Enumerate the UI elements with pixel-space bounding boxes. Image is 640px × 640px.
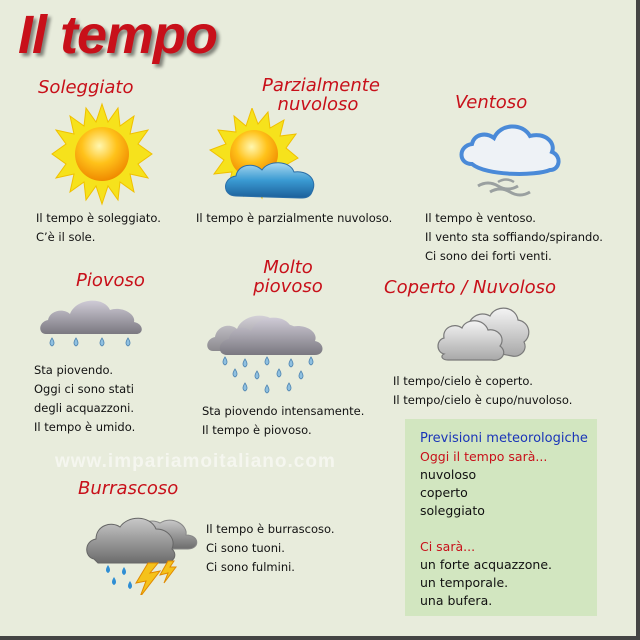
heading-ventoso: Ventoso [455,92,528,113]
forecast-title: Previsioni meteorologiche [420,431,588,446]
text-piovoso: Sta piovendo. Oggi ci sono stati degli acquazzoni. Il tempo è umido. [34,363,136,434]
sun-cloud-icon [208,108,328,208]
text-burrascoso: Il tempo è burrascoso. Ci sono tuoni. Ci sono fulmini. [206,522,335,574]
forecast-box [405,419,597,616]
forecast-event-item: un temporale. [420,575,509,590]
watermark: www.impariamoitaliano.com [55,451,336,472]
forecast-today-item: coperto [420,485,468,500]
text-soleggiato: Il tempo è soleggiato. C’è il sole. [36,211,161,244]
page-title: Il tempo [18,5,218,65]
storm-icon [84,505,200,595]
text-coperto-nuvoloso: Il tempo/cielo è coperto. Il tempo/cielo è cupo/nuvoloso. [393,374,573,407]
sun-icon [50,102,154,206]
wind-cloud-icon [456,120,566,200]
rain-cloud-icon [38,294,148,350]
heavy-rain-icon [205,305,327,397]
heading-burrascoso: Burrascoso [78,478,179,499]
heading-molto-piovoso: Molto piovoso [253,257,323,297]
forecast-event-item: un forte acquazzone. [420,557,552,572]
forecast-text [420,430,588,610]
overcast-icon [436,300,532,366]
text-molto-piovoso: Sta piovendo intensamente. Il tempo è piovoso. [202,404,365,437]
heading-coperto-nuvoloso: Coperto / Nuvoloso [384,277,557,298]
text-ventoso: Il tempo è ventoso. Il vento sta soffiando/spirando. Ci sono dei forti venti. [425,211,603,263]
forecast-today-label: Oggi il tempo sarà... [420,449,548,464]
text-parzialmente-nuvoloso: Il tempo è parzialmente nuvoloso. [196,211,393,225]
heading-parzialmente-nuvoloso: Parzialmente nuvoloso [262,75,380,115]
heading-soleggiato: Soleggiato [38,77,134,98]
heading-piovoso: Piovoso [76,270,145,291]
forecast-there-will-be-label: Ci sarà... [420,539,476,554]
forecast-event-item: una bufera. [420,593,493,608]
forecast-today-item: nuvoloso [420,467,477,482]
forecast-today-item: soleggiato [420,503,485,518]
